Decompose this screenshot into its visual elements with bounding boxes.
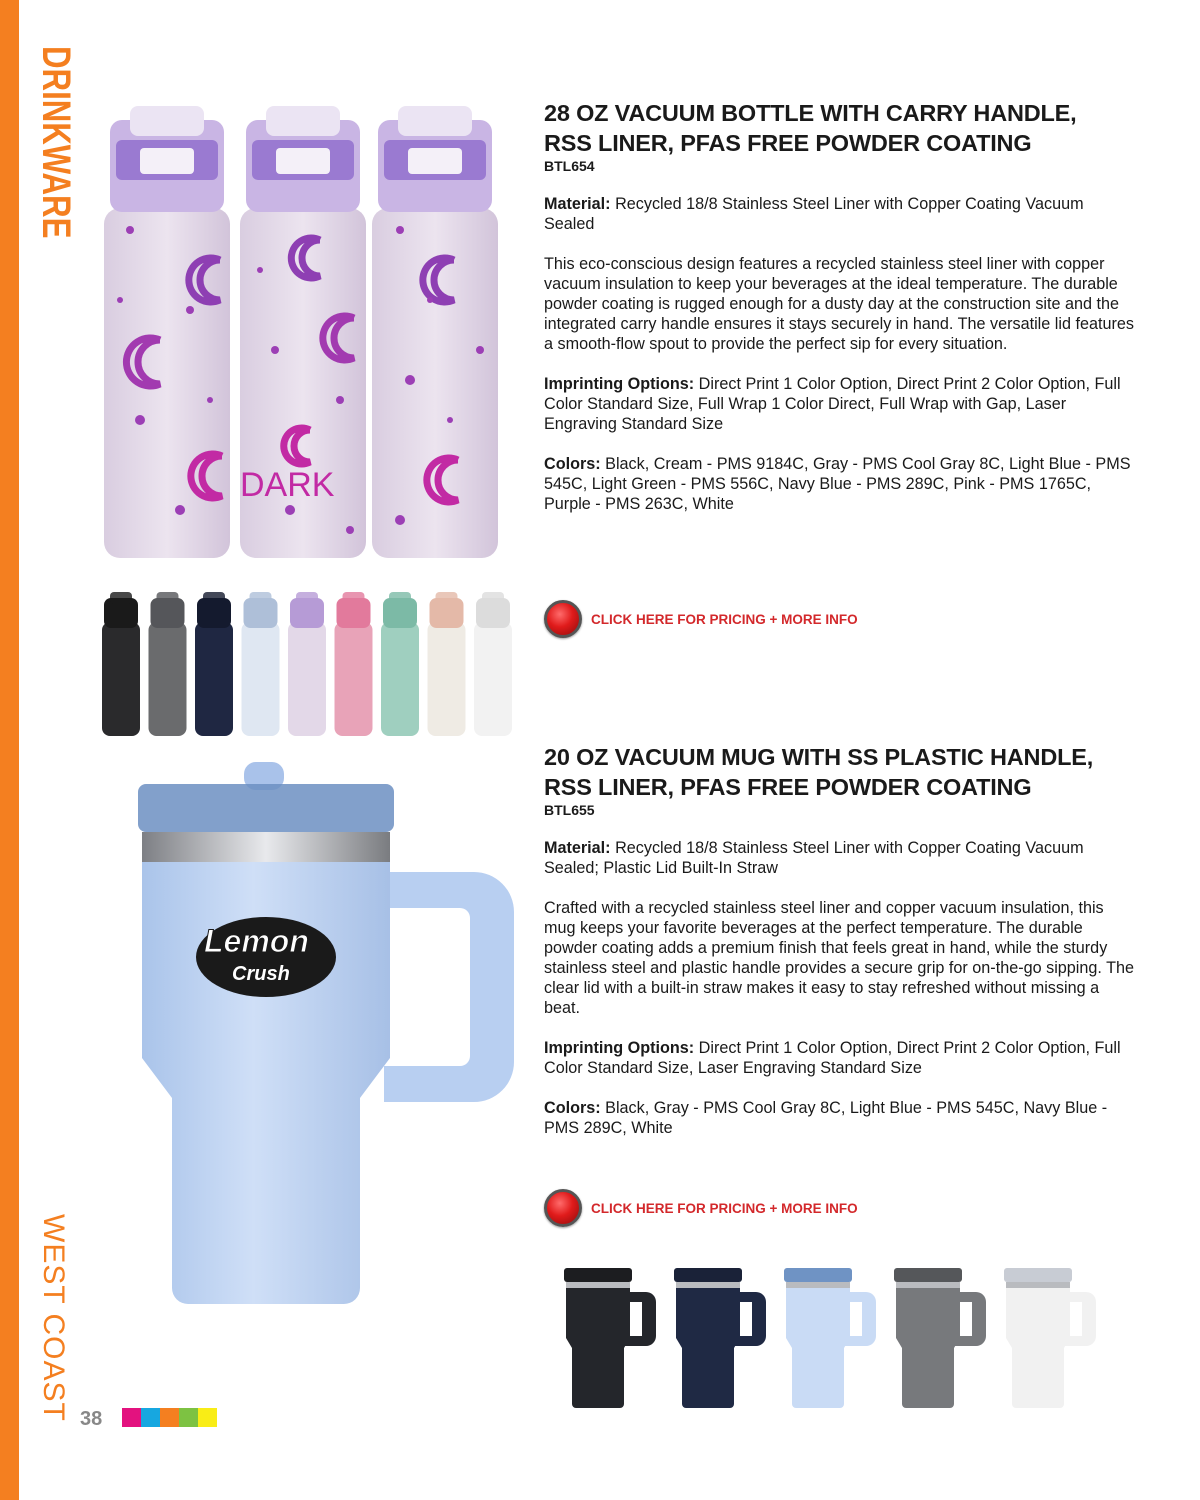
color-swatch bbox=[141, 1408, 160, 1427]
dark-imprint-sample: DARK bbox=[240, 466, 335, 504]
logo-text-lemon: Lemon bbox=[204, 923, 309, 959]
bottle-variant bbox=[288, 592, 326, 736]
mug-handle bbox=[384, 872, 514, 1102]
description-text: This eco-conscious design features a recycled stainless steel liner with copper vacuum insulation to keep your beverages at the ideal temperature. The durable powder coating is rugged enough for a dusty day at the construction site and the integrated carry handle ensures it stays securely in hand. The versatile lid features a smooth-flow spout to provide the perfect sip for every situation. bbox=[544, 255, 1134, 353]
description-text: Crafted with a recycled stainless steel liner and copper vacuum insulation, this mug keeps your favorite beverages at the perfect temperature. The durable powder coating adds a premium finish that feels great in hand, while the sturdy stainless steel and plastic handle provides a secure grip for on-the-go sipping. The clear lid with a built-in straw makes it easy to stay refreshed without missing a beat. bbox=[544, 899, 1134, 1017]
bottle-variant bbox=[335, 592, 373, 736]
pricing-link-btl655[interactable] bbox=[544, 1189, 858, 1227]
product-sku: BTL654 bbox=[544, 158, 595, 174]
orange-side-bar bbox=[0, 0, 19, 1500]
bottle-variant bbox=[149, 592, 187, 736]
color-swatch bbox=[160, 1408, 179, 1427]
mug-color-variants bbox=[556, 1262, 1126, 1422]
cta-label[interactable]: CLICK HERE FOR PRICING + MORE INFO bbox=[591, 1200, 858, 1216]
product-title: 28 OZ VACUUM BOTTLE WITH CARRY HANDLE, RSS LINER, PFAS FREE POWDER COATING bbox=[544, 100, 1077, 156]
pricing-link-btl654[interactable] bbox=[544, 600, 858, 638]
bottle-color-variants bbox=[98, 590, 518, 740]
material-text: Material: Recycled 18/8 Stainless Steel Liner with Copper Coating Vacuum Sealed; Plastic Lid Built-In Straw bbox=[544, 839, 1084, 877]
bottle-variant bbox=[474, 592, 512, 736]
cta-label[interactable]: CLICK HERE FOR PRICING + MORE INFO bbox=[591, 611, 858, 627]
mug-variant bbox=[564, 1268, 656, 1408]
color-swatches bbox=[122, 1408, 217, 1427]
product-sku: BTL655 bbox=[544, 802, 595, 818]
material-text: Material: Recycled 18/8 Stainless Steel Liner with Copper Coating Vacuum Sealed bbox=[544, 195, 1084, 233]
product-btl655 bbox=[544, 742, 1134, 1158]
bottle-variant bbox=[195, 592, 233, 736]
colors-text: Colors: Black, Gray - PMS Cool Gray 8C, Light Blue - PMS 545C, Navy Blue - PMS 289C, White bbox=[544, 1099, 1108, 1137]
region-label: WEST COAST bbox=[37, 1214, 70, 1422]
product-title: 20 OZ VACUUM MUG WITH SS PLASTIC HANDLE, RSS LINER, PFAS FREE POWDER COATING bbox=[544, 744, 1094, 800]
product-btl654 bbox=[544, 98, 1134, 534]
colors-text: Colors: Black, Cream - PMS 9184C, Gray - PMS Cool Gray 8C, Light Blue - PMS 545C, Light Green - PMS 556C, Navy Blue - PMS 289C, Pink - PMS 1765C, Purple - PMS 263C, White bbox=[544, 455, 1131, 513]
bottle-variant bbox=[102, 592, 140, 736]
product-image-bottles bbox=[100, 100, 520, 560]
bottle-variant bbox=[428, 592, 466, 736]
bottle-3 bbox=[372, 106, 498, 558]
imprint-options-text: Imprinting Options: Direct Print 1 Color Option, Direct Print 2 Color Option, Full Color Standard Size, Full Wrap 1 Color Direct, Full Wrap with Gap, Laser Engraving Standard Size bbox=[544, 375, 1121, 433]
lemon-crush-logo bbox=[196, 917, 336, 997]
page-number: 38 bbox=[80, 1408, 103, 1430]
bottle-variant bbox=[242, 592, 280, 736]
red-button-icon[interactable] bbox=[544, 1189, 582, 1227]
mug-variant bbox=[674, 1268, 766, 1408]
product-image-mug bbox=[132, 762, 532, 1322]
logo-text-crush: Crush bbox=[232, 963, 290, 985]
color-swatch bbox=[122, 1408, 141, 1427]
color-swatch bbox=[179, 1408, 198, 1427]
mug-variant bbox=[894, 1268, 986, 1408]
bottle-variant bbox=[381, 592, 419, 736]
mug-variant bbox=[784, 1268, 876, 1408]
red-button-icon[interactable] bbox=[544, 600, 582, 638]
imprint-options-text: Imprinting Options: Direct Print 1 Color Option, Direct Print 2 Color Option, Full Color Standard Size, Laser Engraving Standard Size bbox=[544, 1039, 1121, 1077]
mug-variant bbox=[1004, 1268, 1096, 1408]
section-label: DRINKWARE bbox=[34, 46, 78, 239]
color-swatch bbox=[198, 1408, 217, 1427]
